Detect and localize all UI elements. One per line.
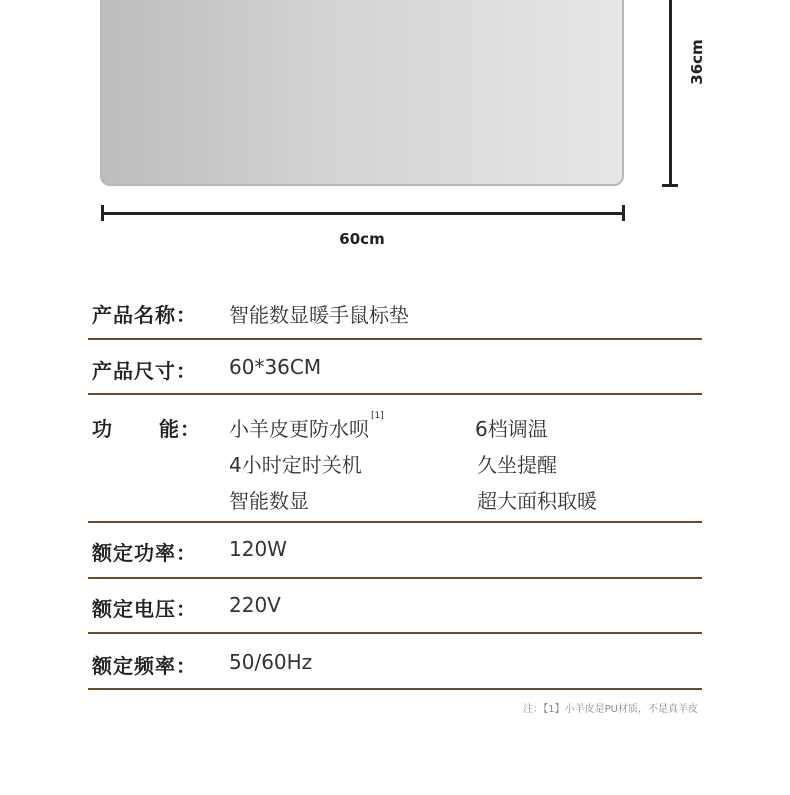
spec-value-name: 智能数显暖手鼠标垫 xyxy=(229,303,409,327)
width-dimension-cap-left xyxy=(101,205,104,221)
footnote: 注：【1】小羊皮是PU材质，不是真羊皮 xyxy=(523,704,698,715)
height-dimension-label: 36cm xyxy=(688,39,706,85)
width-dimension-label: 60cm xyxy=(339,230,385,248)
divider xyxy=(88,338,702,340)
divider xyxy=(88,393,702,395)
spec-label-function-a: 功 xyxy=(92,417,113,441)
divider xyxy=(88,577,702,579)
width-dimension-line xyxy=(102,212,624,215)
spec-label-name: 产品名称： xyxy=(92,303,197,327)
divider xyxy=(88,632,702,634)
spec-label-function xyxy=(92,413,201,442)
spec-value-power: 120W xyxy=(229,537,287,561)
height-dimension-line xyxy=(669,0,672,186)
spec-label-power: 额定功率： xyxy=(92,541,197,565)
divider xyxy=(88,521,702,523)
spec-value-voltage: 220V xyxy=(229,593,281,617)
spec-label-size: 产品尺寸： xyxy=(92,359,197,383)
feature-item: 智能数显 xyxy=(229,489,309,513)
height-dimension-cap xyxy=(662,184,678,187)
feature-text: 小羊皮更防水呗 xyxy=(229,417,369,441)
feature-item: 超大面积取暖 xyxy=(477,489,597,513)
footnote-marker: [1] xyxy=(371,411,384,421)
spec-label-function-b: 能： xyxy=(159,417,201,441)
feature-item: 6档调温 xyxy=(475,417,548,441)
width-dimension-cap-right xyxy=(622,205,625,221)
spec-label-frequency: 额定频率： xyxy=(92,654,197,678)
spec-value-size: 60*36CM xyxy=(229,355,322,379)
feature-item: 4小时定时关机 xyxy=(229,453,362,477)
feature-item xyxy=(229,413,384,442)
spec-value-frequency: 50/60Hz xyxy=(229,650,313,674)
divider xyxy=(88,688,702,690)
feature-item: 久坐提醒 xyxy=(477,453,557,477)
mouse-pad-illustration xyxy=(100,0,624,186)
spec-label-voltage: 额定电压： xyxy=(92,597,197,621)
